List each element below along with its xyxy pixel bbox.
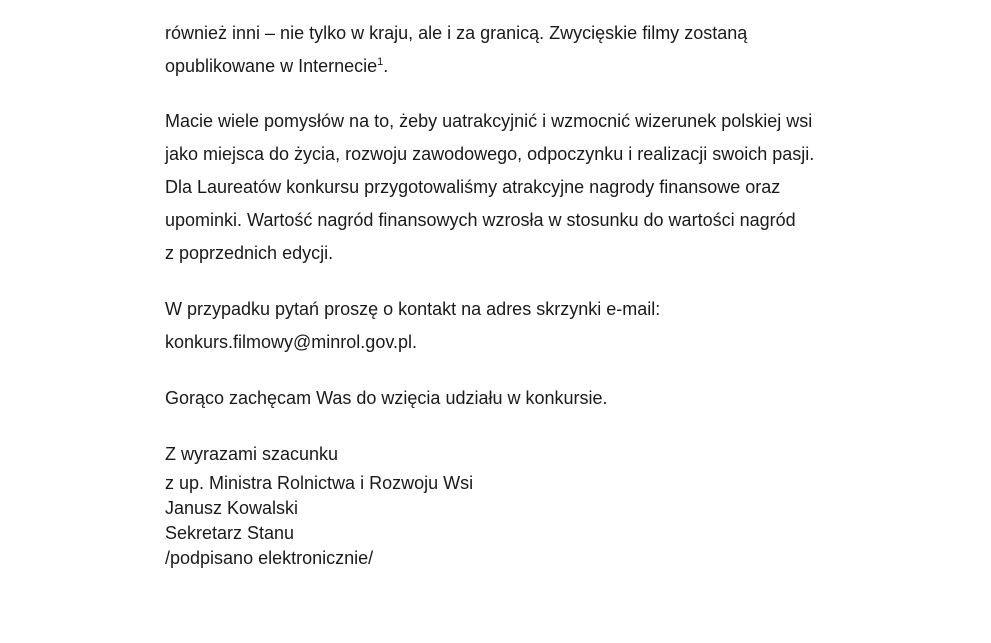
text-line: Macie wiele pomysłów na to, żeby uatrakcyjnić i wzmocnić wizerunek polskiej wsi [165, 111, 813, 131]
text-line: z poprzednich edycji. [165, 243, 334, 263]
text-fragment: opublikowane w Internecie [165, 56, 378, 76]
footnote-reference: 1 [377, 56, 384, 68]
text-line: W przypadku pytań proszę o kontakt na adres skrzynki e-mail: [165, 299, 661, 319]
text-line: Dla Laureatów konkursu przygotowaliśmy atrakcyjne nagrody finansowe oraz [165, 177, 781, 197]
paragraph-encourage: Gorąco zachęcam Was do wzięcia udziału w konkursie. [165, 388, 608, 408]
signature-name: Janusz Kowalski [165, 498, 299, 518]
signature-block [165, 471, 865, 571]
paragraph-intro [165, 17, 865, 83]
signature-note: /podpisano elektronicznie/ [165, 548, 374, 568]
text-fragment: . [383, 56, 389, 76]
paragraph-contact [165, 293, 865, 359]
contact-email: konkurs.filmowy@minrol.gov.pl. [165, 332, 418, 352]
signature-title: Sekretarz Stanu [165, 523, 295, 543]
letter-body [165, 17, 865, 571]
paragraph-ideas [165, 105, 865, 270]
signature-authority: z up. Ministra Rolnictwa i Rozwoju Wsi [165, 473, 474, 493]
text-line: jako miejsca do życia, rozwoju zawodowego, odpoczynku i realizacji swoich pasji. [165, 144, 815, 164]
closing-salutation: Z wyrazami szacunku [165, 444, 339, 464]
text-line: również inni – nie tylko w kraju, ale i za granicą. Zwycięskie filmy zostaną [165, 23, 748, 43]
text-line [165, 50, 865, 83]
text-line: upominki. Wartość nagród finansowych wzrosła w stosunku do wartości nagród [165, 210, 796, 230]
